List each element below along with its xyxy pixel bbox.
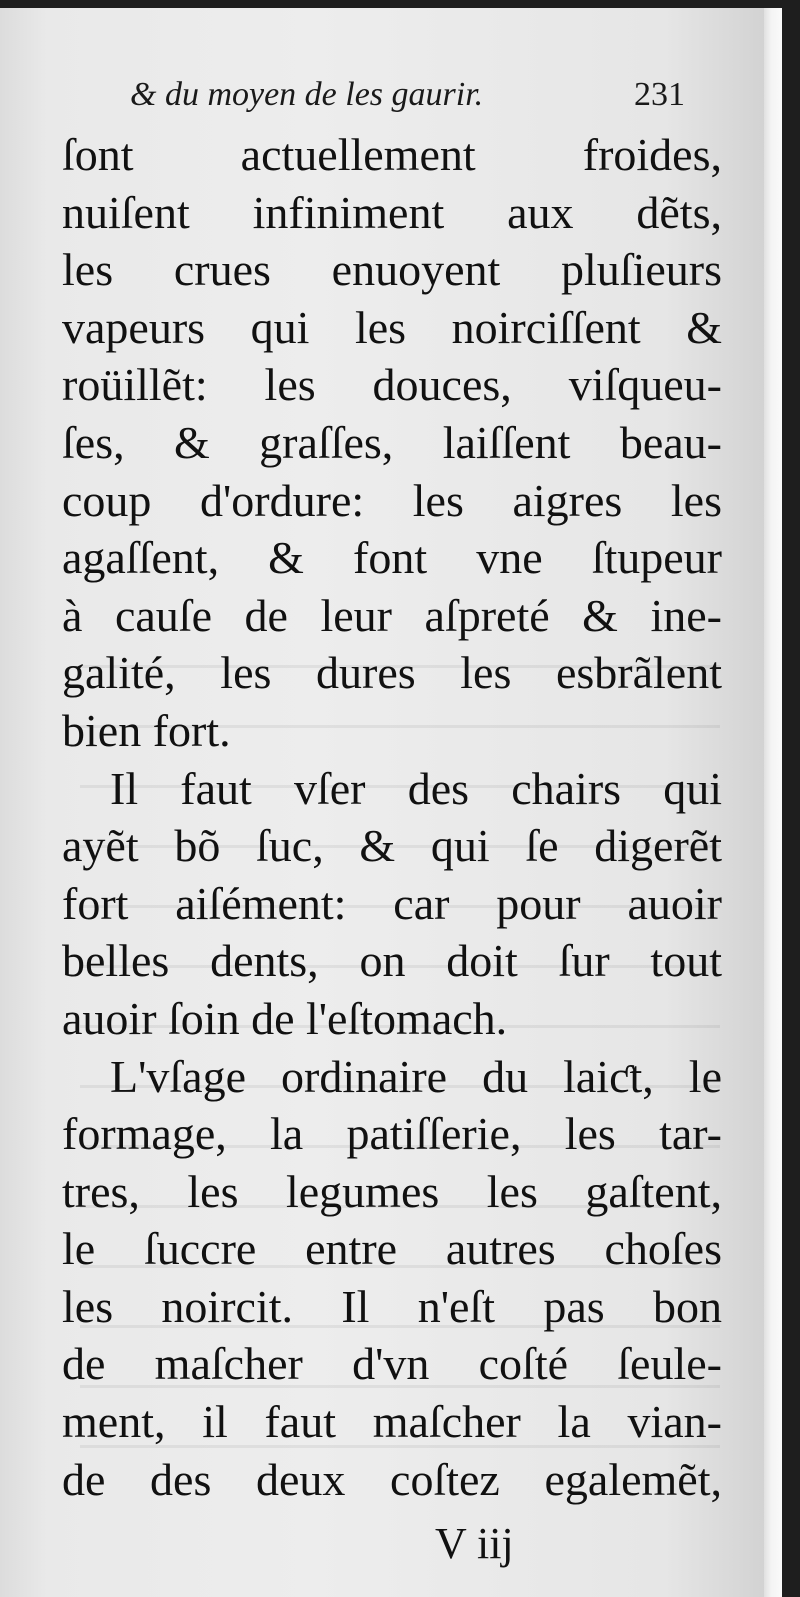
text-line: ment, il faut maſcher la vian- [62,1396,722,1448]
text-line: coup d'ordure: les aigres les [62,474,722,526]
text-line: les noircit. Il n'eſt pas bon [62,1280,722,1332]
text-line: roüillẽt: les douces, viſqueu- [62,359,722,411]
running-head [130,66,710,116]
text-line: de des deux coſtez egalemẽt, [62,1453,722,1505]
text-line: le ſuccre entre autres choſes [62,1223,722,1275]
page-edge [764,8,782,1597]
text-line: bien fort. [62,704,231,756]
body-text [62,126,722,1508]
text-line: formage, la patiſſerie, les tar- [62,1108,722,1160]
running-head-title: & du moyen de les gaurir. [130,76,484,113]
text-line: ſes, & graſſes, laiſſent beau- [62,416,722,468]
text-line: les crues enuoyent pluſieurs [62,244,722,296]
text-line: fort aiſément: car pour auoir [62,877,722,929]
signature-mark: V iij [435,1519,514,1568]
text-line: à cauſe de leur aſpreté & ine- [62,589,722,641]
text-line: vapeurs qui les noirciſſent & [62,301,722,353]
text-line: agaſſent, & font vne ſtupeur [62,532,722,584]
text-line: belles dents, on doit ſur tout [62,935,722,987]
text-line: de maſcher d'vn coſté ſeule- [62,1338,722,1390]
page-number: 231 [634,76,685,113]
text-line: galité, les dures les esbrãlent [62,647,722,699]
text-line: ayẽt bõ ſuc, & qui ſe digerẽt [62,820,722,872]
text-line: ſont actuellement froides, [62,129,722,180]
text-line: Il faut vſer des chairs qui [110,762,722,814]
text-line: L'vſage ordinaire du laiƈt, le [110,1050,722,1102]
text-line: auoir ſoin de l'eſtomach. [62,992,508,1044]
book-page [0,8,782,1597]
text-line: tres, les legumes les gaſtent, [62,1165,722,1217]
text-line: nuiſent infiniment aux dẽts, [62,186,722,238]
